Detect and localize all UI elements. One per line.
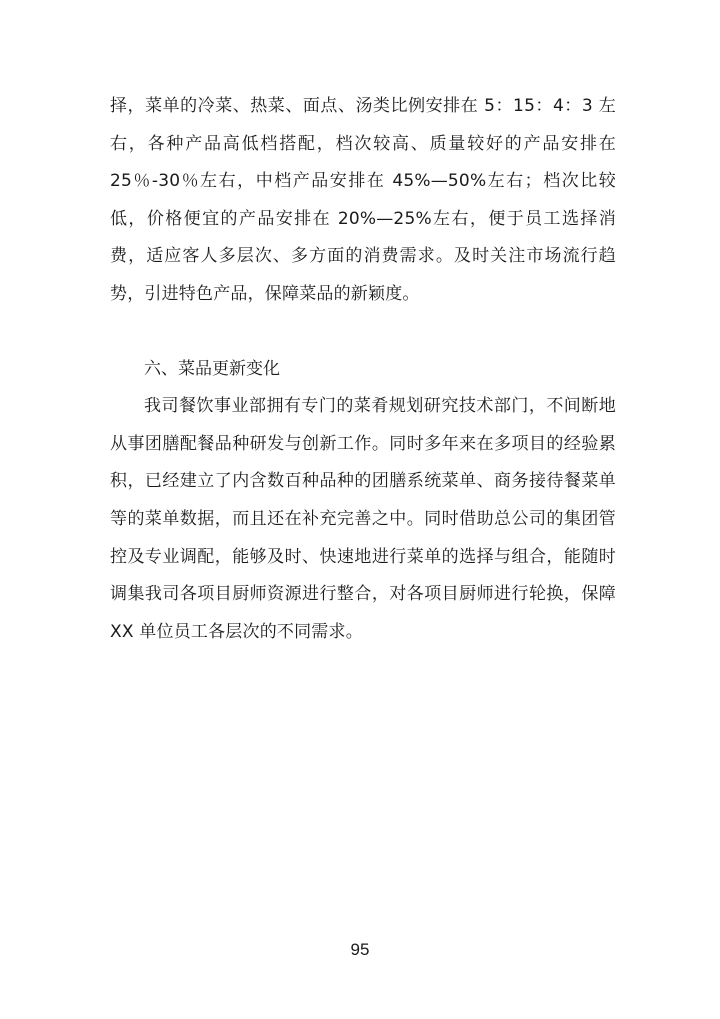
page-number: 95 [350,940,370,959]
paragraph-menu-research: 我司餐饮事业部拥有专门的菜肴规划研究技术部门，不间断地从事团膳配餐品种研发与创新工作。同时多年来在多项目的经验累积，已经建立了内含数百种品种的团膳系统菜单、商务接待餐菜单等的菜单数据，而且还在补充完善之中。同时借助总公司的集团管控及专业调配，能够及时、快速地进行菜单的选择与组合，能随时调集我司各项目厨师资源进行整合，对各项目厨师进行轮换，保障 XX 单位员工各层次的不同需求。 [110,396,616,642]
section-heading-menu-update: 六、菜品更新变化 [144,358,280,379]
paragraph-menu-ratio: 择，菜单的冷菜、热菜、面点、汤类比例安排在 5：15：4：3 左右，各种产品高低档搭配，档次较高、质量较好的产品安排在 25％-30％左右，中档产品安排在 45%—50%左右；档次比较低，价格便宜的产品安排在 20%—25%左右，便于员工选择消费，适应客人多层次、多方面的消费需求。及时关注市场流行趋势，引进特色产品，保障菜品的新颖度。 [110,96,616,304]
document-body [110,88,616,651]
